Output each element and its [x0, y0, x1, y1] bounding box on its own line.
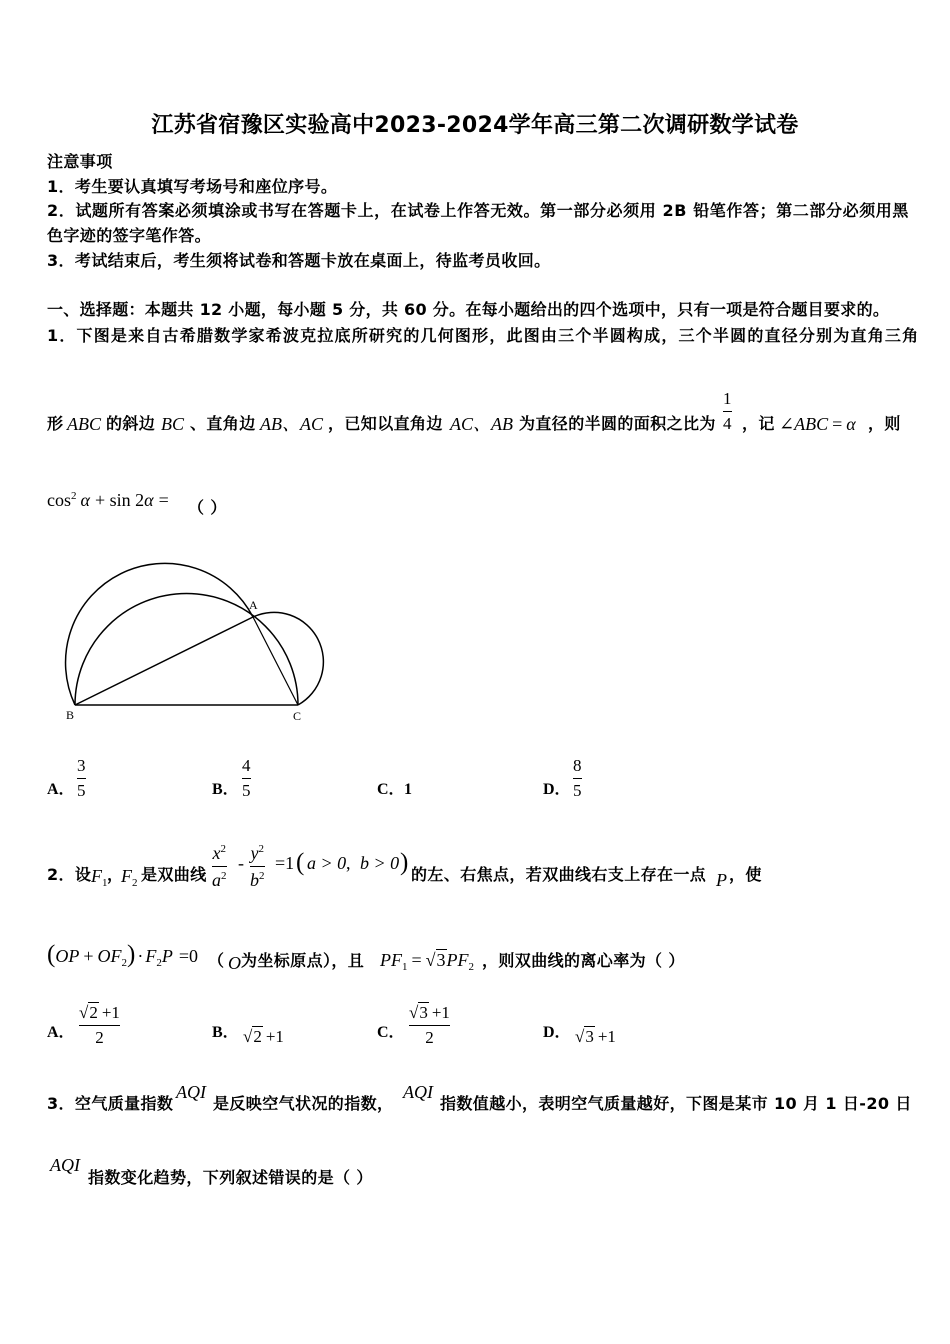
side-ab	[75, 617, 253, 705]
answer-blank: （ ）	[188, 498, 227, 517]
option-c-letter: C．	[377, 1024, 405, 1041]
segment-pf2: PF	[446, 950, 469, 970]
variable-b: b	[250, 870, 259, 890]
plus-one: +1	[431, 1003, 450, 1022]
minus-sign: -	[238, 853, 244, 873]
label-c: C	[293, 709, 302, 723]
q1-math-hypotenuse: BC	[161, 414, 185, 434]
radicand: 3	[419, 1003, 428, 1022]
q1-math-triangle: ABC	[67, 414, 101, 434]
fraction-bar	[212, 866, 227, 867]
hippocrates-lunes-figure	[55, 550, 345, 730]
fraction-denominator	[212, 870, 227, 890]
focus-f1	[91, 866, 108, 889]
q1-text: ，记	[742, 414, 775, 433]
exponent: 2	[221, 870, 227, 882]
equals-one: =1	[275, 853, 295, 873]
notice-heading: 注意事项	[47, 152, 113, 171]
plus-one: +1	[265, 1027, 284, 1046]
q2-text: 的左、右焦点，若双曲线右支上存在一点	[411, 865, 707, 884]
exam-title: 江苏省宿豫区实验高中2023-2024学年高三第二次调研数学试卷	[151, 113, 799, 138]
label-b: B	[66, 708, 75, 722]
option-b-letter: B．	[212, 1024, 239, 1041]
q1-text: 、直角边	[190, 414, 256, 433]
focus-variable: F	[91, 866, 102, 886]
fraction-bar	[723, 411, 732, 412]
q1-text: ，则	[868, 414, 901, 433]
option-d-letter: D．	[543, 781, 571, 798]
radical-sign: √	[243, 1027, 253, 1046]
fraction-bar	[573, 778, 582, 779]
q1-text: 形	[47, 414, 64, 433]
fraction-denominator: 2	[425, 1028, 434, 1047]
focus-subscript: 1	[102, 877, 108, 889]
q3-text: 3．空气质量指数	[47, 1094, 174, 1113]
q1-text: 的斜边	[106, 414, 156, 433]
radicand: 2	[253, 1027, 262, 1046]
fraction-numerator	[213, 843, 227, 863]
paren-open: (	[296, 849, 305, 876]
dot-product: ·	[137, 946, 144, 966]
notice-item-2-line-1: 2．试题所有答案必须填涂或书写在答题卡上，在试卷上作答无效。第一部分必须用 2B 铅笔作答；第二部分必须用黑	[47, 201, 910, 220]
side-ac	[253, 617, 298, 705]
option-b-letter: B．	[212, 781, 239, 798]
q1-math-legs: AB、AC	[260, 414, 323, 434]
variable-a: a	[212, 870, 221, 890]
radical-sign: √	[425, 950, 436, 970]
q2-text: 为坐标原点），且	[241, 951, 365, 970]
angle-points: ABC	[794, 414, 829, 434]
notice-item-2-line-2: 色字迹的签字笔作答。	[47, 226, 212, 245]
condition-b: b > 0	[360, 853, 400, 873]
fraction-numerator: 4	[242, 756, 251, 775]
q1-math-angle	[779, 414, 856, 434]
q2-text: ，使	[729, 865, 762, 884]
fraction-bar	[77, 778, 86, 779]
focus-variable: F	[121, 866, 132, 886]
variable-alpha: α	[80, 490, 90, 510]
plus-one: +1	[101, 1003, 120, 1022]
equals-sign: =	[411, 950, 422, 970]
option-d-value	[575, 1027, 616, 1047]
subscript: 2	[468, 961, 475, 973]
equals-sign: =	[832, 414, 843, 434]
condition-a: a > 0	[307, 853, 347, 873]
section-heading: 一、选择题：本题共 12 小题，每小题 5 分，共 60 分。在每小题给出的四个选项中，只有一项是符合题目要求的。	[47, 300, 890, 319]
distance-condition	[380, 950, 475, 973]
q1-line-1: 1．下图是来自古希腊数学家希波克拉底所研究的几何图形，此图由三个半圆构成，三个半圆的直径分别为直角三角	[47, 326, 920, 345]
notice-item-1: 1．考生要认真填写考场号和座位序号。	[47, 177, 338, 196]
vector-op: OP	[55, 946, 80, 966]
option-a-letter: A．	[47, 781, 75, 798]
plus-sign: +	[83, 946, 94, 966]
q1-math-legs-2: AC、AB	[450, 414, 513, 434]
fraction-numerator	[409, 1004, 450, 1022]
exponent: 2	[259, 870, 265, 882]
option-b-fraction	[240, 757, 253, 800]
variable-y: y	[250, 843, 259, 863]
fraction-bar	[79, 1025, 120, 1026]
radicand: 3	[436, 950, 446, 970]
radical-sign: √	[409, 1003, 419, 1022]
fraction-denominator: 5	[242, 781, 251, 800]
exponent: 2	[258, 843, 264, 855]
aqi-term: AQI	[176, 1082, 206, 1102]
origin-o: O	[228, 953, 241, 973]
vector-of: OF	[97, 946, 122, 966]
q1-text: ，已知以直角边	[328, 414, 443, 433]
radicand: 2	[89, 1003, 98, 1022]
q2-separator: ，	[107, 865, 124, 884]
fraction-numerator: 8	[573, 756, 582, 775]
semicircle-ab	[66, 563, 253, 705]
label-a: A	[249, 598, 258, 612]
option-c-value: 1	[404, 781, 412, 798]
angle-variable: α	[846, 414, 856, 434]
fraction-denominator: 5	[573, 781, 582, 800]
fraction-numerator	[79, 1004, 120, 1022]
q1-ratio-fraction	[721, 390, 734, 433]
aqi-term: AQI	[50, 1155, 80, 1175]
option-a-fraction	[75, 757, 88, 800]
cos-function: cos	[47, 490, 71, 510]
variable-alpha: α	[144, 490, 154, 510]
q1-expression	[47, 490, 169, 510]
q2-text: 2．设	[47, 865, 92, 884]
focus-f2	[121, 866, 138, 889]
subscript: 1	[402, 961, 408, 973]
aqi-term: AQI	[403, 1082, 433, 1102]
fraction-bar	[242, 778, 251, 779]
fraction-denominator: 2	[95, 1028, 104, 1047]
equals-sign: =	[158, 490, 169, 510]
q3-text: 指数变化趋势，下列叙述错误的是（ ）	[88, 1168, 373, 1187]
exponent: 2	[220, 843, 226, 855]
fraction-bar	[250, 866, 265, 867]
fraction-denominator: 4	[723, 414, 732, 433]
focus-subscript: 2	[132, 877, 138, 889]
q3-text: 是反映空气状况的指数，	[213, 1094, 394, 1113]
option-a-fraction	[77, 1004, 122, 1047]
exponent: 2	[71, 490, 77, 502]
fraction-denominator: 5	[77, 781, 86, 800]
vector-f2p-end: P	[161, 946, 173, 966]
subscript: 2	[121, 957, 127, 969]
vector-condition	[47, 941, 198, 969]
radicand: 3	[585, 1027, 594, 1046]
point-p: P	[716, 870, 727, 890]
fraction-numerator: 1	[723, 389, 732, 408]
radical-sign: √	[79, 1003, 89, 1022]
vector-f2p: F	[145, 946, 157, 966]
equals-zero: =0	[178, 946, 198, 966]
fraction-denominator	[250, 870, 265, 890]
radical-sign: √	[575, 1027, 585, 1046]
q1-text: 为直径的半圆的面积之比为	[519, 414, 716, 433]
fraction-bar	[409, 1025, 450, 1026]
q2-text: 是双曲线	[141, 865, 207, 884]
option-b-value	[243, 1027, 284, 1047]
q3-text: 指数值越小，表明空气质量越好，下图是某市 10 月 1 日-20 日	[440, 1094, 912, 1113]
option-d-fraction	[571, 757, 584, 800]
plus-sin: + sin 2	[94, 490, 145, 510]
hyperbola-fraction-y	[248, 843, 267, 890]
variable-x: x	[212, 843, 221, 863]
fraction-numerator: 3	[77, 756, 86, 775]
option-c-fraction	[407, 1004, 452, 1047]
fraction-numerator	[251, 843, 265, 863]
q2-text: ，则双曲线的离心率为（ ）	[482, 951, 685, 970]
angle-symbol: ∠	[779, 414, 795, 434]
option-d-letter: D．	[543, 1024, 571, 1041]
subscript: 2	[156, 957, 162, 969]
option-a-letter: A．	[47, 1024, 75, 1041]
option-c-letter: C．	[377, 781, 405, 798]
notice-item-3: 3．考试结束后，考生须将试卷和答题卡放在桌面上，待监考员收回。	[47, 251, 551, 270]
paren-open: (	[47, 941, 56, 968]
plus-one: +1	[597, 1027, 616, 1046]
segment-pf1: PF	[380, 950, 402, 970]
paren-close: )	[400, 849, 409, 876]
paren-close: )	[126, 941, 136, 968]
condition-separator: ,	[346, 853, 351, 873]
q2-text: （	[208, 951, 225, 970]
hyperbola-fraction-x	[210, 843, 229, 890]
